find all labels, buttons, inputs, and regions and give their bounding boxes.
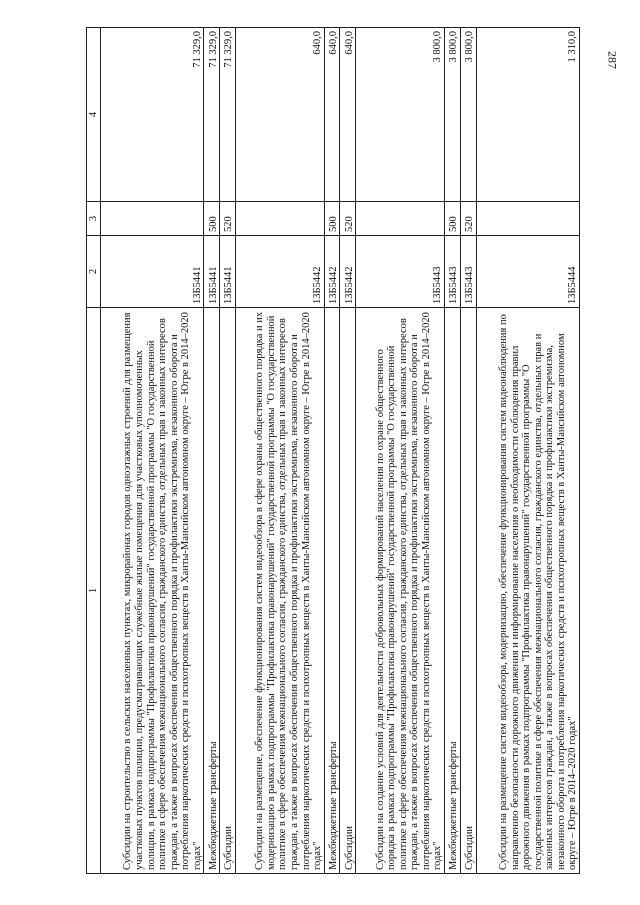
row-vr-cell xyxy=(101,202,204,236)
row-code-cell: 13Б5441 xyxy=(220,236,236,308)
row-vr-cell: 520 xyxy=(220,202,236,236)
row-sum-cell: 640,0 xyxy=(324,28,340,202)
row-vr-cell: 500 xyxy=(445,202,461,236)
row-vr-cell: 520 xyxy=(340,202,356,236)
row-name-cell: Межбюджетные трансферты xyxy=(445,308,461,874)
header-cell: 3 xyxy=(87,202,101,236)
row-sum-cell: 3 800,0 xyxy=(356,28,445,202)
header-cell: 2 xyxy=(87,236,101,308)
row-code-cell: 13Б5443 xyxy=(460,236,476,308)
row-name-cell: Субсидии на размещение систем видеообзора, модернизацию, обеспечение функционирования систем видеонаблюдения по направлению безопасности дорожного движения и информирование населения о необходимости соблюдения правил дорожного движения в рамках подпрограммы "Профилактика правонарушений" государственной программы "О государственной политике в сфере обеспечения межнационального согласия, гражданского единства, отдельных прав и законных интересов граждан, а также в вопросах обеспечения общественного порядка и профилактики экстремизма, незаконного оборота и потребления наркотических средств и психотропных веществ в Ханты-Мансийском автономном округе – Югре в 2014–2020 годах" xyxy=(476,308,579,874)
row-name-cell: Межбюджетные трансферты xyxy=(204,308,220,874)
row-name-cell: Субсидии xyxy=(340,308,356,874)
row-code-cell: 13Б5442 xyxy=(324,236,340,308)
row-sum-cell: 3 800,0 xyxy=(445,28,461,202)
row-vr-cell xyxy=(476,202,579,236)
row-name-cell: Субсидии на создание условий для деятельности добровольных формирований населения по охране общественного порядка в рамках подпрограммы "Профилактика правонарушений" государственной программы "О государственной политике в сфере обеспечения межнационального согласия, гражданского единства, отдельных прав и законных интересов граждан, а также в вопросах обеспечения общественного порядка и профилактики экстремизма, незаконного оборота и потребления наркотических средств и психотропных веществ в Ханты-Мансийском автономном округе – Югре в 2014–2020 годах" xyxy=(356,308,445,874)
row-sum-cell: 71 329,0 xyxy=(220,28,236,202)
table-row xyxy=(340,28,356,874)
row-name-cell: Субсидии на размещение, обеспечение функционирования систем видеообзора в сфере охраны общественного порядка и их модернизацию в рамках подпрограммы "Профилактика правонарушений" государственной программы "О государственной политике в сфере обеспечения межнационального согласия, гражданского единства, отдельных прав и законных интересов граждан, а также в вопросах обеспечения общественного порядка и профилактики экстремизма, незаконного оборота и потребления наркотических средств и психотропных веществ в Ханты-Мансийском автономном округе – Югре в 2014–2020 годах" xyxy=(235,308,324,874)
row-sum-cell: 71 329,0 xyxy=(101,28,204,202)
row-code-cell: 13Б5443 xyxy=(356,236,445,308)
budget-table xyxy=(86,27,580,874)
row-name-cell: Субсидии на строительство в сельских населенных пунктах, микрорайонах городов одноэтажных строений для размещения участковых пунктов полиции, предусматривающих служебные жилые помещения для участковых уполномоченных полиции, в рамках подпрограммы "Профилактика правонарушений" государственной программы "О государственной политике в сфере обеспечения межнационального согласия, гражданского единства, отдельных прав и законных интересов граждан, а также в вопросах обеспечения общественного порядка и профилактики экстремизма, незаконного оборота и потребления наркотических средств и психотропных веществ в Ханты-Мансийском автономном округе – Югре в 2014–2020 годах" xyxy=(101,308,204,874)
table-header-row xyxy=(87,28,101,874)
header-cell: 4 xyxy=(87,28,101,202)
table-row xyxy=(235,28,324,874)
table-row xyxy=(356,28,445,874)
row-vr-cell: 520 xyxy=(460,202,476,236)
row-sum-cell: 640,0 xyxy=(340,28,356,202)
row-vr-cell xyxy=(356,202,445,236)
row-sum-cell: 71 329,0 xyxy=(204,28,220,202)
table-row xyxy=(101,28,204,874)
row-code-cell: 13Б5442 xyxy=(235,236,324,308)
row-name-cell: Субсидии xyxy=(220,308,236,874)
row-vr-cell: 500 xyxy=(324,202,340,236)
row-sum-cell: 1 310,0 xyxy=(476,28,579,202)
budget-table-container xyxy=(86,28,580,874)
table-row xyxy=(220,28,236,874)
table-row xyxy=(445,28,461,874)
header-cell: 1 xyxy=(87,308,101,874)
table-row xyxy=(460,28,476,874)
row-name-cell: Межбюджетные трансферты xyxy=(324,308,340,874)
row-vr-cell xyxy=(235,202,324,236)
row-code-cell: 13Б5442 xyxy=(340,236,356,308)
table-row xyxy=(324,28,340,874)
table-row xyxy=(476,28,579,874)
row-vr-cell: 500 xyxy=(204,202,220,236)
row-code-cell: 13Б5441 xyxy=(101,236,204,308)
row-code-cell: 13Б5444 xyxy=(476,236,579,308)
row-code-cell: 13Б5441 xyxy=(204,236,220,308)
row-code-cell: 13Б5443 xyxy=(445,236,461,308)
row-sum-cell: 3 800,0 xyxy=(460,28,476,202)
row-sum-cell: 640,0 xyxy=(235,28,324,202)
row-name-cell: Субсидии xyxy=(460,308,476,874)
page-number: 287 xyxy=(605,51,620,69)
table-row xyxy=(204,28,220,874)
